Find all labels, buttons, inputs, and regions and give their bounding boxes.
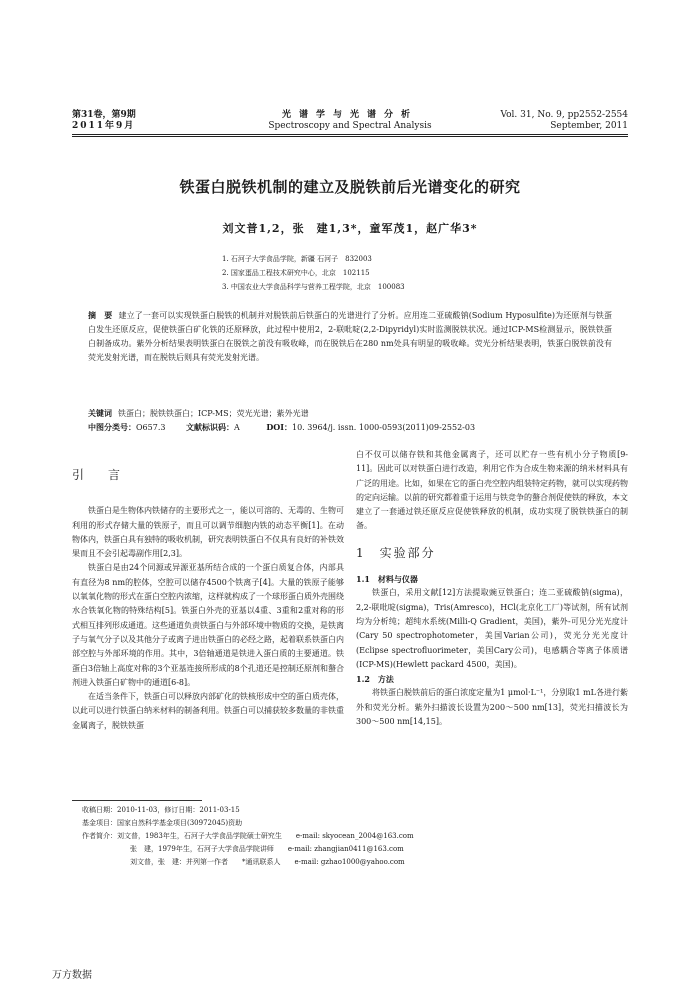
intro-heading: 引 言	[72, 468, 127, 482]
footnote-author-3: 刘文普，张 建：并列第一作者 *通讯联系人 e-mail: gzhao1000@yahoo.com	[130, 858, 405, 866]
section-heading-experiment: 1 实验部分	[356, 545, 436, 560]
keywords-text: 铁蛋白；脱铁铁蛋白；ICP-MS；荧光光谱；紫外光谱	[118, 409, 309, 418]
footnotes	[82, 804, 622, 869]
clc-code: O657.3	[136, 423, 166, 432]
clc-label: 中图分类号：	[88, 422, 136, 432]
footer-watermark: 万方数据	[52, 970, 92, 981]
journal-name-en: Spectroscopy and Spectral Analysis	[268, 121, 432, 131]
footnote-funding: 基金项目：国家自然科学基金项目(30972045)资助	[82, 819, 243, 827]
subsection-materials-heading: 1.1 材料与仪器	[356, 574, 418, 585]
left-column	[72, 462, 344, 733]
journal-name-cn: 光谱学与光谱分析	[281, 110, 418, 120]
doi-value: 10. 3964/j. issn. 1000-0593(2011)09-2552-03	[292, 423, 476, 432]
affiliation-1: 1. 石河子大学食品学院，新疆 石河子 832003	[222, 255, 372, 263]
intro-paragraph-2: 铁蛋白是由24个同源或异源亚基所结合成的一个蛋白质复合体，内部具有直径为8 nm的腔体，空腔可以储存4500个铁离子[4]。大量的铁原子能够以氧氧化物的形式在蛋白空腔内浓缩，这样就构成了一个球形蛋白质外壳围绕水合铁氧化物的特殊结构[5]。铁蛋白外壳的亚基以4重、3重和2重对称的形式相互排列形成通道。这些通道负责铁蛋白与外部环境中物质的交换，是铁离子与氧气分子以及其他分子或离子进出铁蛋白的必经之路，起着联系铁蛋白内部空腔与外部环境的作用。其中，3倍轴通道是铁进入蛋白质的主要通道。铁蛋白3倍轴上高度对称的3个亚基连接所形成的8个孔道还是控制还原剂和螯合剂进入铁蛋白矿物中的通道[6-8]。	[72, 563, 344, 687]
footnote-author-2: 张 建，1979年生，石河子大学食品学院讲师 e-mail: zhangjian0411@163.com	[130, 845, 404, 853]
doc-code: A	[234, 423, 240, 432]
doc-code-label: 文献标识码：	[186, 422, 235, 432]
paper-title: 铁蛋白脱铁机制的建立及脱铁前后光谱变化的研究	[179, 178, 521, 196]
intro-paragraph-3: 在适当条件下，铁蛋白可以释放内部矿化的铁核形成中空的蛋白质壳体，以此可以进行铁蛋白纳米材料的制备利用。铁蛋白可以捕获较多数量的非铁重金属离子，脱铁铁蛋	[72, 692, 344, 730]
journal-citation	[500, 110, 628, 132]
author-list: 刘文普1,2，张 建1,3*，童军茂1，赵广华3*	[222, 222, 478, 235]
volume-issue: 第31卷，第9期	[72, 110, 136, 120]
footnote-author-1: 作者简介：刘文普，1983年生，石河子大学食品学院硕士研究生 e-mail: skyocean_2004@163.com	[82, 832, 414, 840]
journal-name	[200, 110, 500, 132]
classification-line	[88, 420, 628, 435]
affiliations	[222, 252, 405, 294]
intro-paragraph-1: 铁蛋白是生物体内铁储存的主要形式之一，能以可溶的、无毒的、生物可利用的形式存储大量的铁原子，而且可以调节细胞内铁的动态平衡[1]。在动物体内，铁蛋白具有独特的吸收机制，研究表明铁蛋白不仅具有良好的补铁效果而且不会引起毒副作用[2,3]。	[72, 506, 344, 559]
subsection-methods-text: 将铁蛋白脱铁前后的蛋白浓度定量为1 μmol·L⁻¹，分别取1 mL各进行紫外和荧光分析。紫外扫描波长设置为200～500 nm[13]，荧光扫描波长为300～500 nm[14,15]。	[356, 688, 628, 727]
citation-date: September, 2011	[550, 121, 628, 131]
abstract	[88, 308, 612, 365]
subsection-methods-heading: 1.2 方法	[356, 674, 394, 685]
citation-volume: Vol. 31, No. 9, pp2552-2554	[500, 110, 628, 120]
affiliation-3: 3. 中国农业大学食品科学与营养工程学院，北京 100083	[222, 283, 405, 291]
abstract-text: 建立了一套可以实现铁蛋白脱铁的机制并对脱铁前后铁蛋白的光谱进行了分析。应用连二亚硫酸钠(Sodium Hyposulfite)为还原剂与铁蛋白发生还原反应，促使铁蛋白矿化铁的还原释放，此过程中使用2，2-联吡啶(2,2-Dipyridyl)实时监测脱铁状况。通过ICP-MS检测显示，脱铁铁蛋白制备成功。紫外分析结果表明铁蛋白在脱铁之前没有吸收峰，而在脱铁后在280 nm处具有明显的吸收峰。荧光分析结果表明，铁蛋白脱铁前没有荧光发射光谱，而在脱铁后则具有荧光发射光谱。	[88, 311, 613, 362]
footnote-rule	[72, 800, 202, 801]
keywords-label: 关键词	[88, 408, 112, 418]
doi-label: DOI：	[266, 422, 292, 432]
subsection-materials-text: 铁蛋白，采用文献[12]方法提取豌豆铁蛋白；连二亚硫酸钠(sigma)，2,2-联吡啶(sigma)，Tris(Amresco)，HCl(北京化工厂)等试剂，所有试剂均为分析纯；超纯水系统(Milli-Q Gradient，美国)，紫外-可见分光光度计(Cary 50 spectrophotometer，美国Varian公司)，荧光分光光度计(Eclipse spectrofluorimeter，美国Cary公司)，电感耦合等离子体质谱(ICP-MS)(Hewlett packard 4500，美国)。	[356, 588, 628, 669]
right-column	[356, 448, 628, 729]
issue-date: 2011年9月	[72, 121, 136, 131]
intro-continued: 白不仅可以储存铁和其他金属离子，还可以贮存一些有机小分子物质[9-11]。因此可以对铁蛋白进行改造，利用它作为合成生物来源的纳米材料具有广泛的用途。比如，如果在它的蛋白壳空腔内组装特定药物，就可以实现药物的定向运输。以前的研究都着重于运用与铁竞争的螯合剂促使铁的释放，本文建立了一套通过铁还原反应促使铁释放的机制，成功实现了脱铁铁蛋白的制备。	[356, 450, 628, 531]
journal-volume-info	[72, 110, 136, 132]
keywords	[88, 406, 628, 421]
header-rule-thin	[72, 136, 628, 137]
footnote-received: 收稿日期：2010-11-03，修订日期：2011-03-15	[82, 806, 240, 814]
header-rule	[72, 134, 628, 135]
affiliation-2: 2. 国家蛋品工程技术研究中心，北京 102115	[222, 269, 370, 277]
abstract-label: 摘 要	[88, 310, 113, 320]
